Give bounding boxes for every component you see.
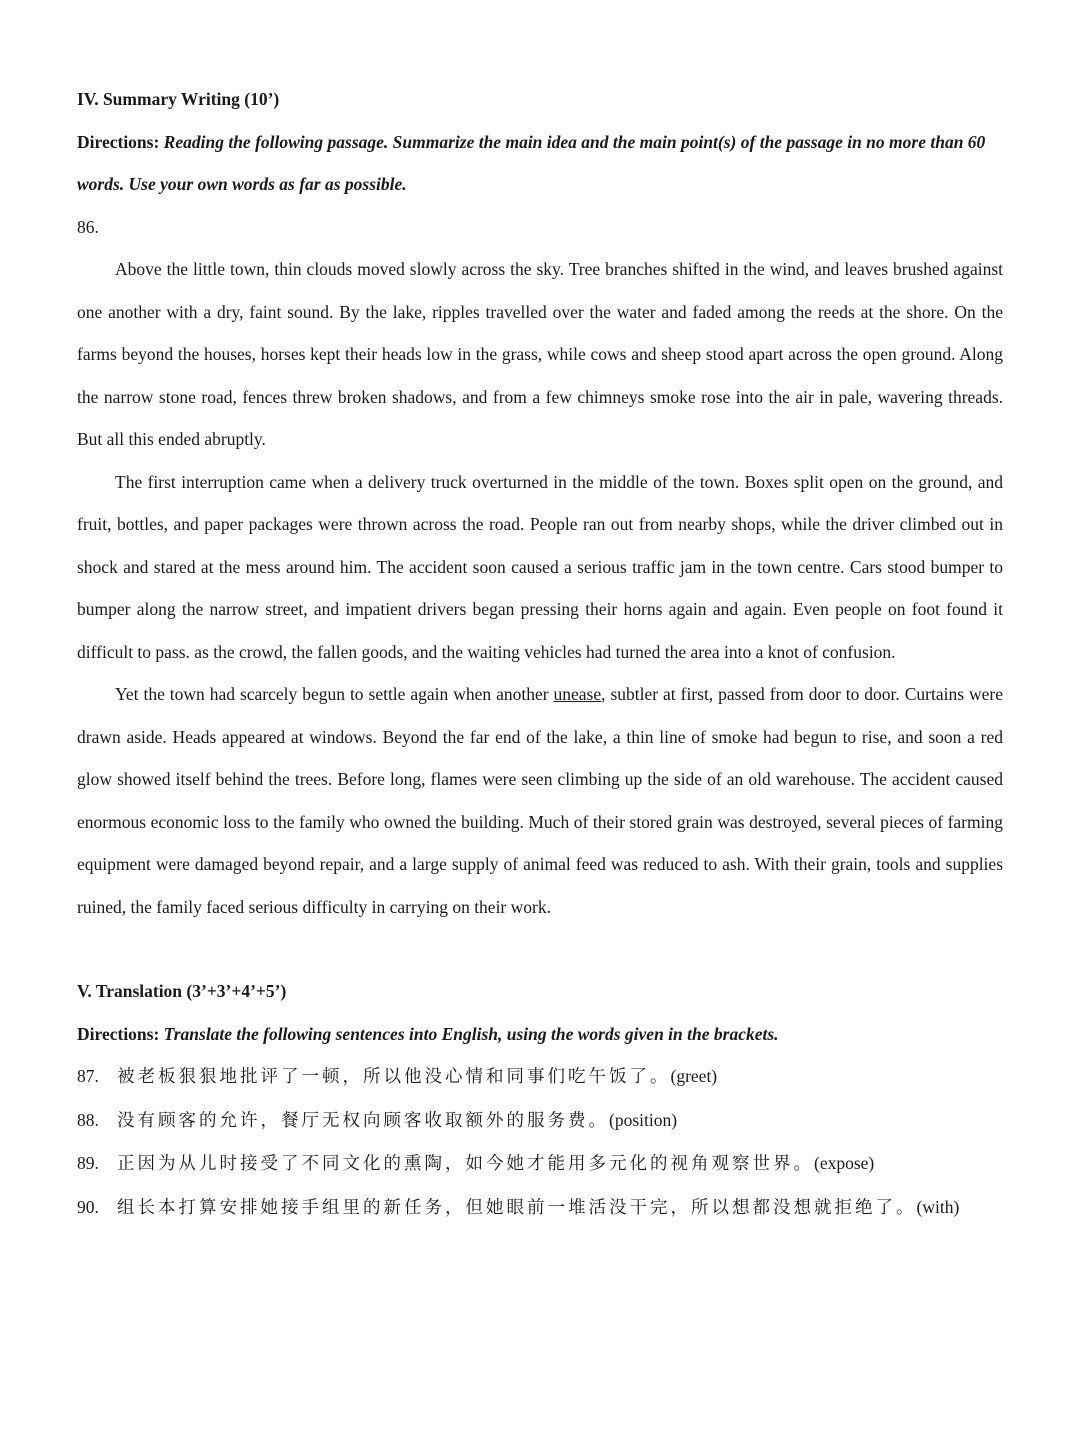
paragraph-3-rest: , subtler at first, passed from door to door. Curtains were drawn aside. Heads appeared at windows. Beyond the far end of the lake, a thin line of smoke had begun to rise, and soon a red glow showed itself behind the trees. Before long, flames were seen climbing up the side of an old warehouse. The accident caused enormous economic loss to the family who owned the building. Much of their stored grain was destroyed, several pieces of farming equipment were damaged beyond repair, and a large supply of animal feed was reduced to ash. With their grain, tools and supplies ruined, the family faced serious difficulty in carrying on their work. <box>77 684 1003 917</box>
translation-item-chinese: 没有顾客的允许，餐厅无权向顾客收取额外的服务费。 <box>117 1110 609 1131</box>
question-number-86: 86. <box>77 216 99 237</box>
translation-item-number: 90. <box>77 1196 99 1217</box>
summary-heading: IV. Summary Writing (10’) <box>77 89 280 109</box>
translation-item-89 <box>77 1142 1003 1186</box>
translation-item-90 <box>77 1186 1003 1230</box>
document-page <box>77 78 1003 1229</box>
translation-item-hint: (expose) <box>814 1153 875 1173</box>
section-gap <box>77 928 1003 970</box>
translation-item-hint: (with) <box>916 1196 960 1217</box>
translation-item-number: 87. <box>77 1066 99 1086</box>
translation-item-hint: (position) <box>609 1109 678 1130</box>
translation-item-chinese: 组长本打算安排她接手组里的新任务，但她眼前一堆活没干完，所以想都没想就拒绝了。 <box>117 1197 917 1218</box>
passage-paragraph-3 <box>77 673 1003 928</box>
translation-directions-label: Directions: <box>77 1023 160 1044</box>
paragraph-3-start: Yet the town had scarcely begun to settle again when another <box>115 684 554 704</box>
translation-item-chinese: 被老板狠狠地批评了一顿，所以他没心情和同事们吃午饭了。 <box>117 1067 671 1087</box>
underlined-word: unease <box>553 684 602 704</box>
summary-directions-label: Directions: <box>77 131 160 152</box>
translation-item-number: 88. <box>77 1109 99 1130</box>
translation-directions <box>77 1013 1003 1056</box>
summary-directions-text: Reading the following passage. Summarize the main idea and the main point(s) of the passage in no more than 60 words. Use your own words as far as possible. <box>77 131 986 194</box>
translation-item-88 <box>77 1099 1003 1143</box>
translation-item-chinese: 正因为从儿时接受了不同文化的熏陶，如今她才能用多元化的视角观察世界。 <box>117 1154 814 1174</box>
summary-directions <box>77 121 1003 206</box>
translation-item-number: 89. <box>77 1153 99 1173</box>
passage-paragraph-1: Above the little town, thin clouds moved slowly across the sky. Tree branches shifted in the wind, and leaves brushed against one another with a dry, faint sound. By the lake, ripples travelled over the water and faded among the reeds at the shore. On the farms beyond the houses, horses kept their heads low in the grass, while cows and sheep stood apart across the open ground. Along the narrow stone road, fences threw broken shadows, and from a few chimneys smoke rose into the air in pale, wavering threads. But all this ended abruptly. <box>77 259 1003 449</box>
passage-paragraph-2: The first interruption came when a delivery truck overturned in the middle of the town. Boxes split open on the ground, and fruit, bottles, and paper packages were thrown across the road. People ran out from nearby shops, while the driver climbed out in shock and stared at the mess around him. The accident soon caused a serious traffic jam in the town centre. Cars stood bumper to bumper along the narrow street, and impatient drivers began pressing their horns again and again. Even people on foot found it difficult to pass. as the crowd, the fallen goods, and the waiting vehicles had turned the area into a knot of confusion. <box>77 471 1003 662</box>
translation-item-87 <box>77 1055 1003 1099</box>
translation-directions-text: Translate the following sentences into English, using the words given in the brackets. <box>163 1023 779 1044</box>
translation-item-hint: (greet) <box>670 1066 718 1086</box>
translation-heading: V. Translation (3’+3’+4’+5’) <box>77 981 287 1001</box>
